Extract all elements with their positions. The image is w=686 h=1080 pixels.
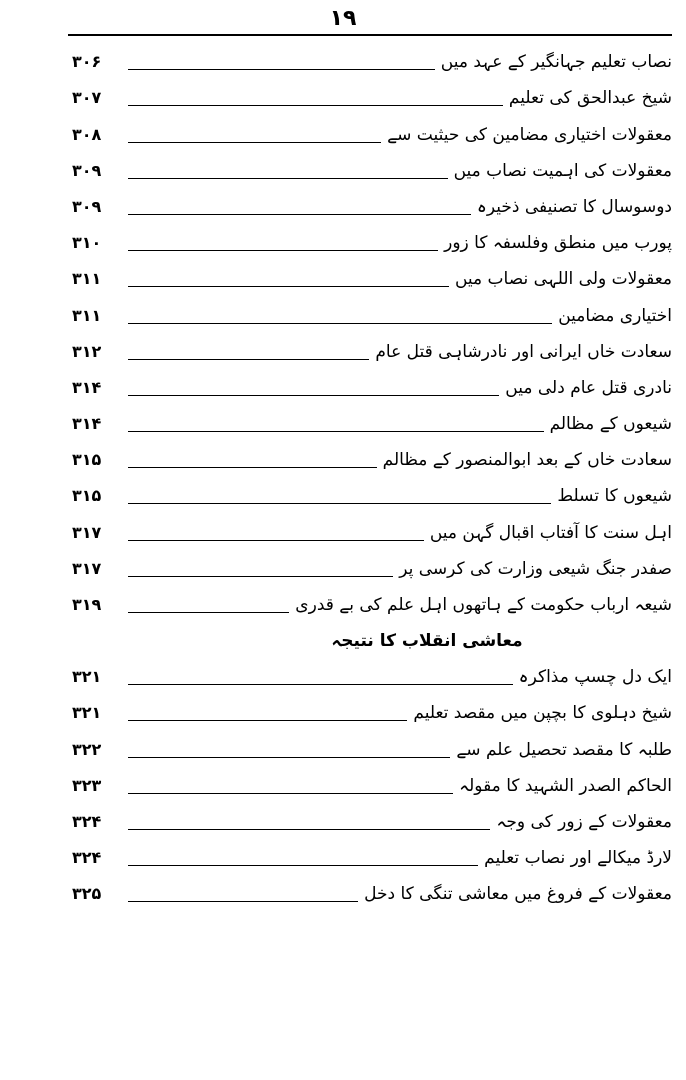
toc-entry-title: سعادت خاں ایرانی اور نادرشاہی قتل عام [375, 341, 672, 362]
toc-entry [72, 153, 672, 189]
toc-entry-page: ۳۱۵ [72, 486, 102, 506]
toc-leader-line [128, 105, 503, 106]
toc-entry-title: معقولات کے زور کی وجہ [496, 811, 672, 832]
toc-entry [72, 478, 672, 514]
page-number: ۱۹ [329, 6, 357, 31]
toc-leader-line [128, 467, 377, 468]
toc-entry [72, 334, 672, 370]
toc-entry-page: ۳۲۵ [72, 884, 102, 904]
toc-entry-title: ایک دل چسپ مذاکرہ [518, 667, 672, 688]
toc-entry-title: شیعوں کا تسلط [557, 486, 672, 507]
toc-leader-line [128, 757, 450, 758]
toc-entry-title: معقولات اختیاری مضامین کی حیثیت سے [387, 124, 672, 145]
toc-leader-line [128, 540, 424, 541]
toc-entry-title: دوسوسال کا تصنیفی ذخیرہ [476, 196, 672, 217]
toc-entry-page: ۳۱۷ [72, 558, 102, 578]
toc-entry-title: شیعوں کے مظالم [549, 414, 672, 435]
toc-entry-page: ۳۱۱ [72, 269, 102, 289]
toc-leader-line [128, 612, 289, 613]
toc-entry [72, 587, 672, 623]
toc-entry-page: ۳۱۷ [72, 522, 102, 542]
toc-entry [72, 442, 672, 478]
toc-leader-line [128, 250, 438, 251]
toc-entry-page: ۳۰۹ [72, 160, 102, 180]
toc-entry-title: نادری قتل عام دلی میں [505, 377, 672, 398]
toc-leader-line [128, 503, 551, 504]
toc-leader-line [128, 286, 449, 287]
toc-entry-title: صفدر جنگ شیعی وزارت کی کرسی پر [399, 558, 672, 579]
toc-leader-line [128, 69, 435, 70]
toc-entry-page: ۳۱۵ [72, 450, 102, 470]
toc-entry [72, 768, 672, 804]
toc-leader-line [128, 684, 513, 685]
toc-leader-line [128, 431, 544, 432]
toc-entry [72, 406, 672, 442]
toc-entry-title: معقولات کی اہمیت نصاب میں [453, 160, 672, 181]
toc-entry [72, 695, 672, 731]
toc-entry-title: نصاب تعلیم جہانگیر کے عہد میں [440, 52, 672, 73]
toc-leader-line [128, 395, 499, 396]
toc-entry [72, 551, 672, 587]
toc-leader-line [128, 323, 552, 324]
toc-entry [72, 189, 672, 225]
toc-entry [72, 876, 672, 912]
toc-entry [72, 659, 672, 695]
toc-group-2 [72, 659, 672, 912]
toc-leader-line [128, 214, 471, 215]
section-heading [72, 623, 672, 659]
toc-entry-page: ۳۱۱ [72, 305, 102, 325]
toc-entry [72, 261, 672, 297]
toc-entry [72, 80, 672, 116]
toc-entry-page: ۳۲۴ [72, 848, 102, 868]
toc-entry-page: ۳۱۲ [72, 341, 102, 361]
toc-entry-page: ۳۱۹ [72, 595, 102, 614]
toc-leader-line [128, 829, 490, 830]
toc-entry [72, 44, 672, 80]
toc-entry [72, 116, 672, 152]
toc-entry [72, 370, 672, 406]
toc-entry-page: ۳۱۰ [72, 233, 102, 253]
toc-entry-page: ۳۰۹ [72, 196, 102, 216]
section-heading-text: معاشی انقلاب کا نتیجہ [331, 631, 523, 651]
toc-entry-title: سعادت خاں کے بعد ابوالمنصور کے مظالم [382, 450, 672, 471]
toc-entry-page: ۳۲۲ [72, 739, 102, 759]
toc-entry-title: شیعہ ارباب حکومت کے ہاتھوں اہل علم کی بے قدری [295, 595, 672, 615]
toc-leader-line [128, 865, 478, 866]
toc-entry-title: طلبہ کا مقصد تحصیل علم سے [456, 739, 672, 760]
toc-entry [72, 297, 672, 333]
toc-entry [72, 804, 672, 840]
toc-entry-page: ۳۱۴ [72, 414, 102, 434]
toc-leader-line [128, 793, 453, 794]
toc-entry-page: ۳۲۳ [72, 775, 102, 795]
toc-entry-page: ۳۰۷ [72, 88, 102, 108]
toc-entry [72, 225, 672, 261]
toc-entry-page: ۳۲۴ [72, 811, 102, 831]
toc-entry-page: ۳۲۱ [72, 703, 102, 723]
toc-leader-line [128, 178, 448, 179]
toc-leader-line [128, 576, 393, 577]
toc-entry-title: اہل سنت کا آفتاب اقبال گہن میں [429, 522, 672, 543]
toc-entry-title: معقولات کے فروغ میں معاشی تنگی کا دخل [364, 884, 672, 905]
toc-entry-page: ۳۰۶ [72, 52, 102, 72]
toc-group-1 [72, 44, 672, 623]
toc-entry-title: معقولات ولی اللہی نصاب میں [454, 269, 672, 290]
toc-entry-title: پورب میں منطق وفلسفہ کا زور [444, 233, 672, 254]
header-rule [68, 34, 672, 36]
toc-entry-title: اختیاری مضامین [558, 305, 672, 326]
toc-leader-line [128, 142, 381, 143]
toc-leader-line [128, 359, 369, 360]
toc-leader-line [128, 720, 407, 721]
toc-entry [72, 514, 672, 550]
table-of-contents [72, 44, 672, 912]
toc-leader-line [128, 901, 358, 902]
toc-entry-title: شیخ دہلوی کا بچپن میں مقصد تعلیم [413, 703, 672, 724]
toc-entry-title: الحاکم الصدر الشہید کا مقولہ [459, 775, 672, 796]
toc-entry [72, 840, 672, 876]
toc-entry-title: شیخ عبدالحق کی تعلیم [508, 88, 672, 109]
toc-entry-page: ۳۱۴ [72, 377, 102, 397]
toc-entry-title: لارڈ میکالے اور نصاب تعلیم [484, 848, 672, 869]
toc-entry-page: ۳۰۸ [72, 124, 102, 144]
toc-entry [72, 731, 672, 767]
toc-entry-page: ۳۲۱ [72, 667, 102, 687]
